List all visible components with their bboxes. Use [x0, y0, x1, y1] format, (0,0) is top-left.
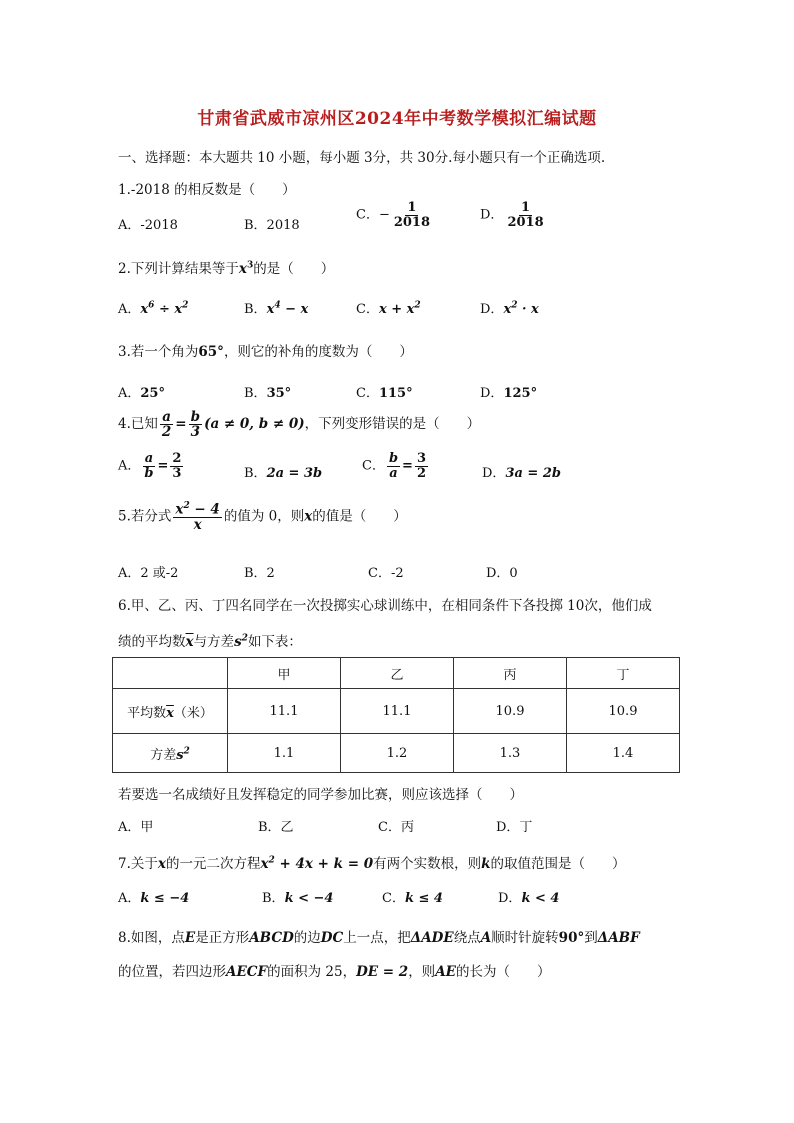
table-cell: 1.4 [567, 734, 680, 773]
q3-option-b: B．35° [244, 386, 292, 401]
table-cell: 1.1 [228, 734, 341, 773]
q4-stem: 4.已知 $\frac{a}{2}$ = $\frac{b}{3}$ (a ≠ 0, b ≠ 0)，下列变形错误的是（ ） [118, 409, 481, 441]
q2-option-a: A．$x^6 \div x^2$ [118, 300, 189, 317]
table-header-row [113, 658, 680, 689]
row-label-mean: 平均数$\overline{x}$（米） [113, 689, 228, 734]
table-cell: 10.9 [567, 689, 680, 734]
table-header-cell: 乙 [341, 658, 454, 689]
table-header-cell: 丙 [454, 658, 567, 689]
q6-option-b: B．乙 [258, 820, 294, 835]
table-header-cell: 甲 [228, 658, 341, 689]
q7-option-a: A．k ≤ −4 [118, 891, 190, 906]
table-header-cell [113, 658, 228, 689]
table-cell: 1.3 [454, 734, 567, 773]
table-row [113, 734, 680, 773]
q3-option-c: C．115° [356, 386, 413, 401]
q6-stem-line2: 绩的平均数$\overline{x}$与方差$s^2$如下表： [118, 633, 302, 650]
table-row [113, 689, 680, 734]
score-table [112, 657, 680, 773]
q5-option-a: A．2 或-2 [118, 566, 179, 581]
q3-stem: 3.若一个角为65°，则它的补角的度数为（ ） [118, 344, 413, 360]
section-heading: 一、选择题：本大题共 10 小题，每小题 3分，共 30分.每小题只有一个正确选项. [118, 150, 606, 166]
table-cell: 11.1 [228, 689, 341, 734]
q4-option-c: C． $\frac{b}{a}$ = $\frac{3}{2}$ [362, 451, 426, 481]
q7-option-b: B．k < −4 [262, 891, 334, 906]
q7-stem: 7.关于x的一元二次方程$x^2 + 4x + k = 0$有两个实数根，则k的取值范围是（ ） [118, 855, 626, 872]
q1-stem: 1.-2018 的相反数是（ ） [118, 182, 296, 198]
q5-stem: 5.若分式 $\frac{x^2 - 4}{x}$ 的值为 0，则x的值是（ ） [118, 501, 407, 533]
q1-option-b: B．2018 [244, 218, 300, 233]
q6-option-a: A．甲 [118, 820, 154, 835]
q6-option-c: C．丙 [378, 820, 414, 835]
q7-option-d: D．k < 4 [498, 891, 560, 906]
q6-stem-line1: 6.甲、乙、丙、丁四名同学在一次投掷实心球训练中，在相同条件下各投掷 10次，他们成 [118, 598, 652, 614]
table-header-cell: 丁 [567, 658, 680, 689]
q4-option-a: A． $\frac{a}{b}$ = $\frac{2}{3}$ [118, 451, 182, 481]
q8-stem-line1: 8.如图，点E是正方形ABCD的边DC上一点，把ΔADE绕点A顺时针旋转90°到ΔABF [118, 930, 640, 946]
q1-option-d: D． $\frac{1}{2018}$ [480, 200, 544, 230]
q2-option-c: C．$x + x^2$ [356, 300, 421, 317]
q8-stem-line2: 的位置，若四边形AECF的面积为 25，DE = 2，则AE的长为（ ） [118, 964, 551, 980]
q1-option-a: A．-2018 [118, 218, 178, 233]
q6-followup: 若要选一名成绩好且发挥稳定的同学参加比赛，则应该选择（ ） [118, 787, 523, 803]
q1-option-c: C．− $\frac{1}{2018}$ [356, 200, 431, 230]
q4-option-b: B．2a = 3b [244, 466, 323, 481]
q3-option-d: D．125° [480, 386, 538, 401]
q2-option-b: B．$x^4 - x$ [244, 300, 309, 317]
q4-option-d: D．3a = 2b [482, 466, 561, 481]
q7-option-c: C．k ≤ 4 [382, 891, 443, 906]
q3-option-a: A．25° [118, 386, 165, 401]
q5-option-b: B．2 [244, 566, 275, 581]
q2-stem: 2.下列计算结果等于$x^3$的是（ ） [118, 260, 335, 277]
row-label-variance: 方差$s^2$ [113, 734, 228, 773]
table-cell: 1.2 [341, 734, 454, 773]
table-cell: 10.9 [454, 689, 567, 734]
exam-title: 甘肃省武威市凉州区2024年中考数学模拟汇编试题 [197, 109, 597, 129]
q2-option-d: D．$x^2 \cdot x$ [480, 300, 539, 317]
q5-option-c: C．-2 [368, 566, 404, 581]
table-cell: 11.1 [341, 689, 454, 734]
q6-option-d: D．丁 [496, 820, 533, 835]
q5-option-d: D．0 [486, 566, 518, 581]
